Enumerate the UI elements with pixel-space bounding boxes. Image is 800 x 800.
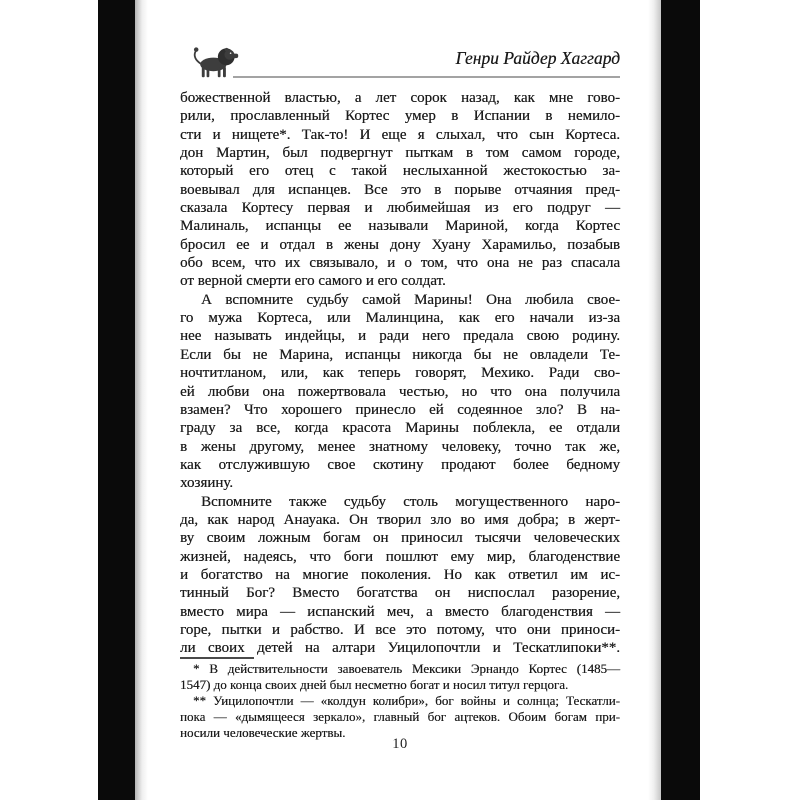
text-line: пока — «дымящееся зеркало», главный бог ацтеков. Обоим богам при- bbox=[180, 708, 620, 724]
footnote-separator bbox=[180, 657, 254, 659]
text-line: Малиналь, испанцы ее называли Мариной, когда Кортес bbox=[180, 218, 620, 235]
text-line: бросил ее и отдал в жены дону Хуану Харамильо, позабыв bbox=[180, 236, 620, 253]
text-line: А вспомните судьбу самой Марины! Она любила свое- bbox=[201, 291, 620, 308]
paragraph bbox=[180, 291, 620, 493]
text-line: граду за все, когда красота Марины поблекла, ее отдали bbox=[180, 420, 620, 437]
text-line: Вспомните также судьбу столь могущественного наро- bbox=[201, 493, 620, 510]
text-line: божественной властью, а лет сорок назад, как мне гово- bbox=[180, 90, 620, 106]
body-text bbox=[180, 89, 620, 658]
text-line: ей любви она пожертвовала честью, но что она получила bbox=[180, 383, 620, 400]
text-line: 1547) до конца своих дней был несметно богат и носил титул герцога. bbox=[180, 676, 569, 692]
paragraph bbox=[180, 661, 620, 693]
page-header-author: Генри Райдер Хаггард bbox=[455, 48, 620, 68]
text-line: обо всем, что их связывало, и о том, что она не раз спасала bbox=[180, 255, 620, 272]
text-line: сти и нищете*. Так-то! И еще я слыхал, что сын Кортеса. bbox=[180, 126, 620, 143]
text-line: от верной смерти его самого и его солдат. bbox=[180, 273, 446, 290]
paragraph bbox=[180, 693, 620, 741]
page-edge-shadow-right bbox=[648, 0, 661, 800]
text-line: Если бы не Марина, испанцы никогда бы не овладели Те- bbox=[180, 346, 620, 363]
text-line: ли своих детей на алтари Уицилопочтли и Тескатлипоки**. bbox=[180, 640, 620, 657]
text-line: дон Мартин, был подвергнут пыткам в том самом городе, bbox=[180, 145, 620, 162]
text-line: носили человеческие жертвы. bbox=[180, 724, 346, 740]
text-line: воевывал для испанцев. Все это в порыве отчаяния пред- bbox=[180, 181, 620, 198]
text-line: сказала Кортесу первая и любимейшая из его подруг — bbox=[180, 200, 620, 217]
page-number: 10 bbox=[392, 736, 408, 752]
header-rule bbox=[233, 76, 620, 78]
text-line: рили, прославленный Кортес умер в Испании в немило- bbox=[180, 108, 620, 125]
book-cover-edge-right bbox=[661, 0, 700, 800]
page-edge-shadow-left bbox=[135, 0, 148, 800]
text-line: жизней, надеясь, что боги пошлют ему мир, благоденствие bbox=[180, 548, 620, 565]
text-line: который его отец с такой неслыханной жестокостью за- bbox=[180, 163, 620, 180]
paragraph bbox=[180, 493, 620, 658]
text-line: вместо мира — испанский меч, а вместо благоденствия — bbox=[180, 603, 620, 620]
text-line: тинный Бог? Вместо богатства он ниспослал разорение, bbox=[180, 585, 620, 602]
text-line: * В действительности завоеватель Мексики Эрнандо Кортес (1485— bbox=[193, 661, 620, 676]
text-line: хозяину. bbox=[180, 475, 234, 492]
text-line: ву своим ложным богам он приносил тысячи человеческих bbox=[180, 530, 620, 547]
text-line: ** Уицилопочтли — «колдун колибри», бог войны и солнца; Тескатли- bbox=[193, 692, 620, 708]
text-line: как отслужившую свое скотину продают более бедному bbox=[180, 456, 620, 473]
paragraph bbox=[180, 89, 620, 291]
text-line: да, как народ Анауака. Он творил зло во имя добра; в жерт- bbox=[180, 511, 620, 528]
text-line: горе, пытки и рабство. И все это потому, что они приноси- bbox=[180, 621, 620, 638]
text-line: и богатство на многие поколения. Но как ответил им ис- bbox=[180, 566, 620, 583]
footnotes bbox=[180, 661, 620, 741]
text-line: взамен? Что хорошего принесло ей содеянное зло? В на- bbox=[180, 401, 620, 418]
book-cover-edge-left bbox=[98, 0, 135, 800]
text-line: го мужа Кортеса, или Малинцина, как его начали из-за bbox=[180, 310, 620, 327]
text-line: нее называть индейцы, и ради него предала свою родину. bbox=[180, 328, 620, 345]
text-line: ночтитланом, или, как теперь говорят, Мехико. Ради сво- bbox=[180, 365, 620, 382]
text-line: в жены другому, менее знатному человеку, точно так же, bbox=[180, 438, 620, 455]
